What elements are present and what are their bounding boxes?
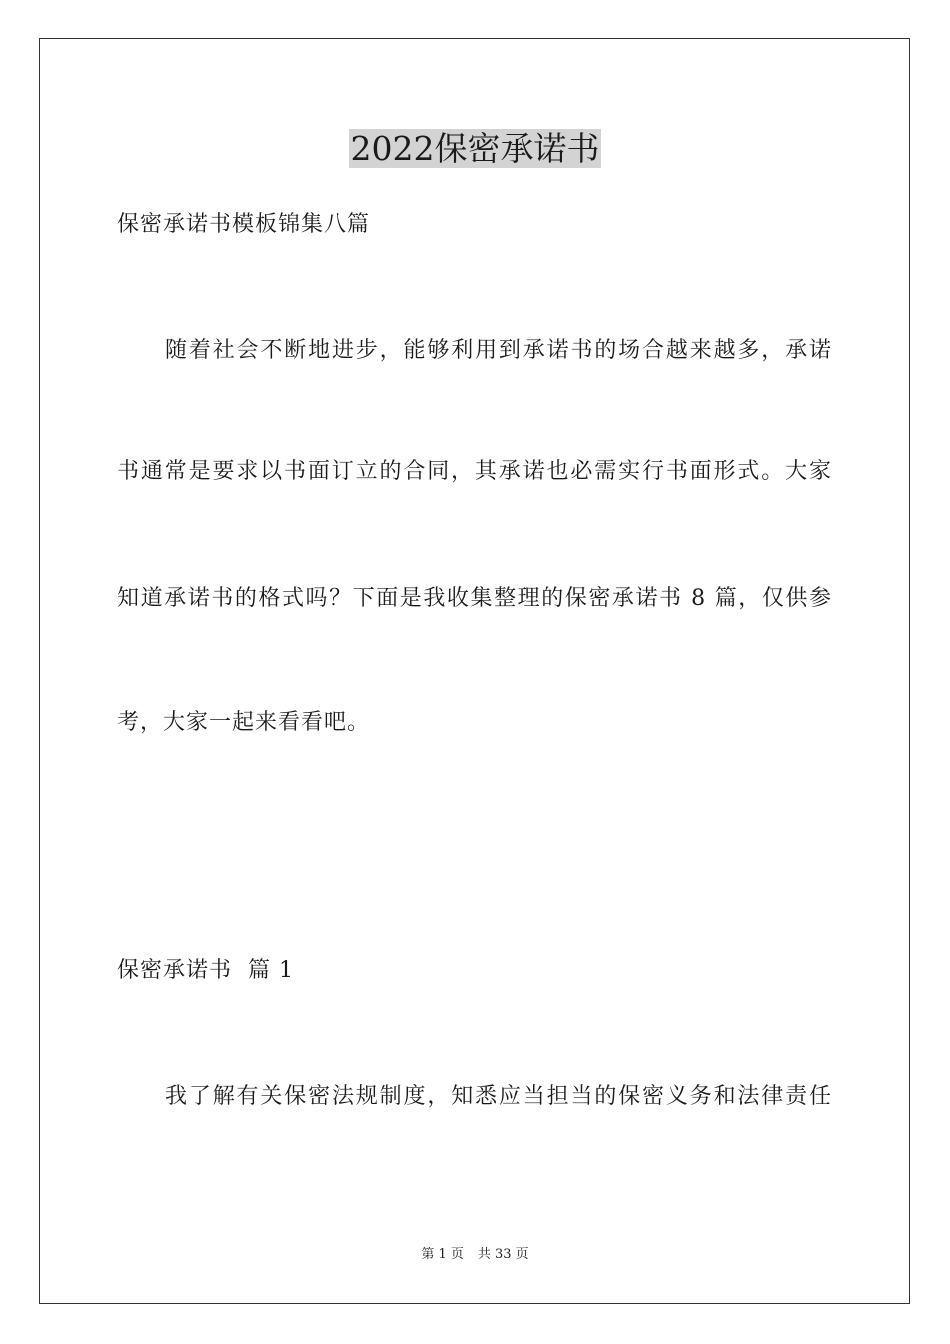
section-heading: 保密承诺书 篇 1 [117,958,294,983]
document-title [0,127,950,171]
page-number: 第 1 页 [421,1247,464,1262]
page-total: 共 33 页 [477,1247,529,1262]
document-subtitle: 保密承诺书模板锦集八篇 [117,212,371,237]
intro-paragraph-line: 随着社会不断地进步，能够利用到承诺书的场合越来越多，承诺 [165,338,832,363]
document-title-text: 2022保密承诺书 [350,129,600,168]
intro-paragraph-line: 知道承诺书的格式吗？下面是我收集整理的保密承诺书 8 篇，仅供参 [117,586,832,611]
intro-paragraph-line: 书通常是要求以书面订立的合同，其承诺也必需实行书面形式。大家 [117,459,832,484]
page-footer [0,1246,950,1264]
intro-paragraph-line: 考，大家一起来看看吧。 [117,710,371,735]
section-paragraph-line: 我了解有关保密法规制度，知悉应当担当的保密义务和法律责任 [165,1084,832,1109]
